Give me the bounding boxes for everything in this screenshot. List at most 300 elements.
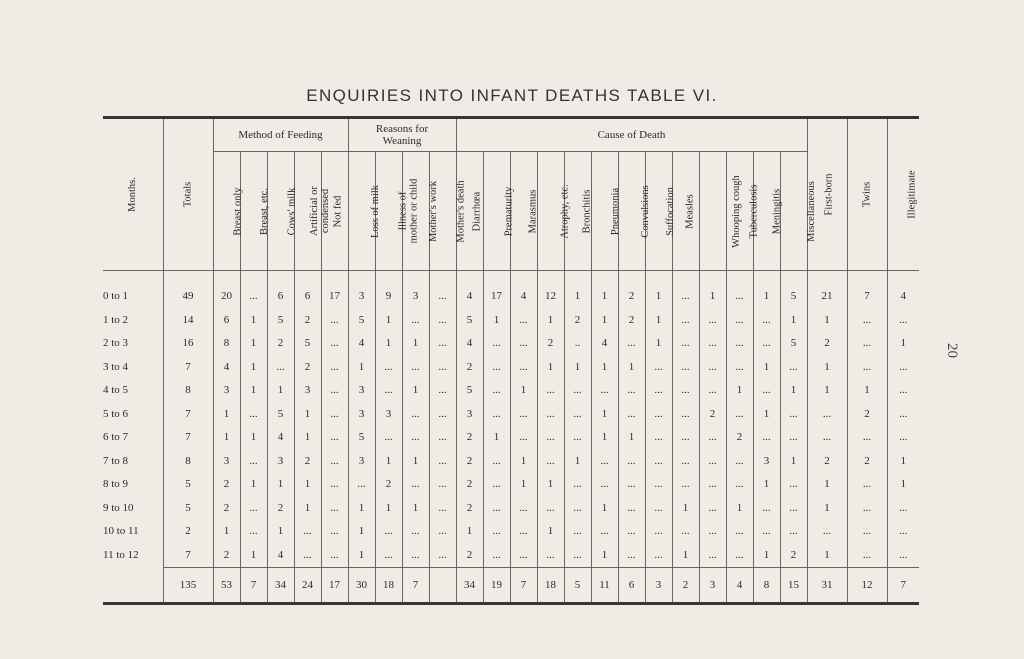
totals-cell: 12	[847, 567, 887, 603]
table-cell: 1	[402, 496, 429, 520]
table-cell: ...	[537, 402, 564, 426]
header-twins: Twins	[847, 119, 887, 270]
table-cell: 4	[267, 426, 294, 450]
table-cell: 3	[375, 402, 402, 426]
table-cell: 1	[807, 308, 847, 332]
row-month-label: 2 to 3	[103, 337, 129, 350]
table-cell: 3	[402, 285, 429, 309]
table-cell: ...	[483, 355, 510, 379]
table-cell: 3	[753, 449, 780, 473]
header-cause-9: Whooping cough	[699, 152, 726, 270]
table-cell: ...	[294, 543, 321, 567]
table-cell: 20	[213, 285, 240, 309]
row-total-cell: 8	[163, 379, 213, 403]
table-cell: ...	[537, 379, 564, 403]
table-cell: 1	[591, 543, 618, 567]
table-cell: ...	[510, 543, 537, 567]
table-cell: 2	[456, 473, 483, 497]
table-cell: 1	[240, 308, 267, 332]
table-cell: ...	[429, 426, 456, 450]
row-month-label: 8 to 9	[103, 478, 129, 491]
table-cell: 3	[348, 402, 375, 426]
table-cell: ...	[564, 520, 591, 544]
table-cell: ...	[483, 449, 510, 473]
table-cell: ...	[672, 520, 699, 544]
table-cell: ...	[240, 520, 267, 544]
table-cell: ...	[591, 520, 618, 544]
row-total-cell: 16	[163, 332, 213, 356]
table-cell: 2	[564, 308, 591, 332]
table-cell: ...	[402, 520, 429, 544]
table-cell: 1	[591, 355, 618, 379]
table-cell: 1	[807, 473, 847, 497]
table-cell: ...	[429, 496, 456, 520]
table-cell: 1	[591, 402, 618, 426]
table-cell: 7	[847, 285, 887, 309]
table-cell: ...	[483, 332, 510, 356]
table-cell: ...	[887, 355, 919, 379]
table-cell: ...	[321, 449, 348, 473]
table-cell: 1	[753, 402, 780, 426]
header-cause-6: Convulsions	[618, 152, 645, 270]
table-cell: 1	[510, 379, 537, 403]
table-cell: ...	[618, 473, 645, 497]
table-cell: ...	[847, 496, 887, 520]
table-cell: ...	[753, 496, 780, 520]
table-cell: 1	[807, 496, 847, 520]
table-cell: ...	[321, 379, 348, 403]
table-cell: ...	[402, 355, 429, 379]
table-cell: 1	[807, 379, 847, 403]
table-cell: ...	[429, 543, 456, 567]
table-cell: 1	[726, 379, 753, 403]
table-cell: 1	[240, 426, 267, 450]
table-cell: ...	[429, 308, 456, 332]
table-cell: 2	[699, 402, 726, 426]
table-cell: ...	[564, 402, 591, 426]
header-cause-5: Pneumonia	[591, 152, 618, 270]
totals-row	[103, 567, 919, 603]
table-cell: 1	[753, 543, 780, 567]
table-cell: 1	[887, 473, 919, 497]
table-cell: ...	[847, 332, 887, 356]
table-cell: ...	[537, 426, 564, 450]
table-cell: 2	[375, 473, 402, 497]
table-cell: ...	[672, 449, 699, 473]
table-cell: 4	[591, 332, 618, 356]
totals-cell: 2	[672, 567, 699, 603]
table-cell: ...	[887, 379, 919, 403]
table-cell: 17	[321, 285, 348, 309]
table-cell: 3	[267, 449, 294, 473]
table-cell: 2	[807, 449, 847, 473]
row-month-label: 11 to 12	[103, 549, 139, 561]
table-cell: 4	[887, 285, 919, 309]
table-cell: ...	[847, 426, 887, 450]
table-cell: ...	[537, 449, 564, 473]
table-cell: ...	[672, 355, 699, 379]
table-row	[103, 449, 919, 473]
table-cell: 2	[456, 355, 483, 379]
table-cell: ...	[699, 496, 726, 520]
table-cell: ...	[510, 496, 537, 520]
table-cell: 1	[348, 520, 375, 544]
table-cell: ...	[780, 496, 807, 520]
table-cell: 1	[294, 402, 321, 426]
table-cell: ...	[402, 308, 429, 332]
infant-deaths-table	[103, 116, 919, 605]
table-cell: 1	[887, 449, 919, 473]
table-cell: ...	[321, 355, 348, 379]
table-cell: 1	[807, 543, 847, 567]
table-cell: 1	[780, 379, 807, 403]
table-cell: 3	[456, 402, 483, 426]
table-cell: ...	[887, 426, 919, 450]
table-row	[103, 402, 919, 426]
table-cell: ...	[645, 379, 672, 403]
table-cell: 2	[213, 543, 240, 567]
table-row	[103, 285, 919, 309]
table-cell: 17	[483, 285, 510, 309]
table-cell: 1	[537, 473, 564, 497]
row-month-label: 3 to 4	[103, 360, 129, 373]
table-cell: ...	[780, 520, 807, 544]
table-cell: ...	[483, 379, 510, 403]
totals-cell: 3	[645, 567, 672, 603]
table-cell: ...	[483, 520, 510, 544]
table-cell: ...	[240, 402, 267, 426]
table-cell: 1	[348, 355, 375, 379]
totals-cell: 3	[699, 567, 726, 603]
table-cell: 3	[348, 379, 375, 403]
table-cell: ...	[375, 355, 402, 379]
table-cell: ...	[699, 332, 726, 356]
table-cell: ...	[429, 285, 456, 309]
table-row	[103, 308, 919, 332]
table-cell: 1	[294, 496, 321, 520]
table-cell: 1	[483, 308, 510, 332]
table-cell: ...	[402, 543, 429, 567]
table-cell: 6	[213, 308, 240, 332]
table-cell: 2	[213, 473, 240, 497]
table-row	[103, 473, 919, 497]
table-cell: ...	[672, 379, 699, 403]
header-group-weaning: Reasons for Weaning	[348, 119, 456, 152]
table-cell: ...	[510, 520, 537, 544]
table-cell: 4	[456, 285, 483, 309]
table-cell: ...	[807, 426, 847, 450]
table-cell: 1	[591, 285, 618, 309]
table-cell: ...	[645, 543, 672, 567]
table-cell: 9	[375, 285, 402, 309]
table-cell: 1	[672, 543, 699, 567]
table-cell: ...	[672, 426, 699, 450]
table-cell: 2	[294, 308, 321, 332]
table-cell: 1	[537, 520, 564, 544]
table-cell: ...	[375, 379, 402, 403]
table-cell: 5	[348, 308, 375, 332]
table-cell: ...	[483, 402, 510, 426]
table-cell: ...	[591, 473, 618, 497]
table-cell: ...	[321, 543, 348, 567]
table-cell: ...	[402, 402, 429, 426]
table-cell: ...	[847, 308, 887, 332]
totals-cell: 8	[753, 567, 780, 603]
table-cell: ...	[753, 520, 780, 544]
table-cell: 1	[240, 543, 267, 567]
table-cell: 1	[564, 285, 591, 309]
table-cell: 4	[510, 285, 537, 309]
table-cell: ...	[618, 543, 645, 567]
table-cell: 5	[780, 332, 807, 356]
row-month-label: 10 to 11	[103, 525, 139, 538]
table-cell: ...	[847, 520, 887, 544]
table-cell: ...	[645, 402, 672, 426]
table-cell: ...	[240, 285, 267, 309]
totals-cell: 135	[163, 567, 213, 603]
header-weaning-0: Loss of milk	[348, 152, 375, 270]
table-cell: 21	[807, 285, 847, 309]
table-cell: ...	[510, 402, 537, 426]
totals-cell: 6	[618, 567, 645, 603]
totals-cell: 53	[213, 567, 240, 603]
table-cell: ...	[780, 473, 807, 497]
table-cell: ...	[429, 520, 456, 544]
row-total-cell: 7	[163, 402, 213, 426]
totals-cell: 19	[483, 567, 510, 603]
table-cell: 1	[564, 355, 591, 379]
totals-cell: 34	[267, 567, 294, 603]
header-first-born: First-born	[807, 119, 847, 270]
totals-cell: 17	[321, 567, 348, 603]
header-weaning-1: Illness of mother or child	[375, 152, 402, 270]
row-total-cell: 7	[163, 543, 213, 567]
table-cell: ...	[321, 520, 348, 544]
table-cell: 2	[847, 449, 887, 473]
header-cause-2: Marasmus	[510, 152, 537, 270]
table-cell: ...	[887, 308, 919, 332]
header-group-cause: Cause of Death	[456, 119, 807, 152]
table-cell: ...	[618, 379, 645, 403]
table-cell: ...	[294, 520, 321, 544]
table-cell: 1	[645, 332, 672, 356]
table-cell: 1	[213, 520, 240, 544]
table-cell: 5	[348, 426, 375, 450]
row-month-label: 1 to 2	[103, 313, 129, 326]
header-cause-3: Atrophy, etc.	[537, 152, 564, 270]
table-cell: 1	[375, 449, 402, 473]
totals-cell: 34	[456, 567, 483, 603]
table-cell: ...	[699, 355, 726, 379]
table-cell: 1	[780, 449, 807, 473]
row-month-label: 0 to 1	[103, 290, 129, 303]
table-cell: 1	[240, 332, 267, 356]
row-total-cell: 5	[163, 473, 213, 497]
table-cell: 2	[456, 543, 483, 567]
table-cell: 1	[847, 379, 887, 403]
table-cell: 1	[240, 473, 267, 497]
totals-cell: 11	[591, 567, 618, 603]
table-cell: 2	[780, 543, 807, 567]
table-cell: 2	[267, 496, 294, 520]
table-cell: ...	[726, 332, 753, 356]
table-cell: ...	[321, 332, 348, 356]
table-cell: 3	[294, 379, 321, 403]
table-cell: ...	[483, 543, 510, 567]
table-row	[103, 520, 919, 544]
totals-cell: 7	[240, 567, 267, 603]
table-cell: 2	[456, 496, 483, 520]
table-cell: ...	[780, 402, 807, 426]
table-cell: ...	[537, 496, 564, 520]
table-cell: ...	[887, 496, 919, 520]
totals-cell: 7	[402, 567, 429, 603]
table-cell: 1	[753, 473, 780, 497]
totals-cell: 4	[726, 567, 753, 603]
header-weaning-2: Mother's work	[402, 152, 429, 270]
table-cell: ...	[726, 285, 753, 309]
table-cell: 5	[456, 379, 483, 403]
table-cell: 1	[294, 473, 321, 497]
table-cell: 2	[807, 332, 847, 356]
table-cell: 1	[213, 402, 240, 426]
table-cell: ...	[887, 402, 919, 426]
row-month-label: 6 to 7	[103, 431, 129, 444]
table-cell: ...	[375, 543, 402, 567]
table-cell: ...	[618, 520, 645, 544]
table-cell: ...	[645, 449, 672, 473]
header-feeding-4: Not fed	[321, 152, 348, 270]
table-row	[103, 496, 919, 520]
table-cell: 1	[213, 426, 240, 450]
header-group-feeding: Method of Feeding	[213, 119, 348, 152]
table-cell: 1	[456, 520, 483, 544]
table-cell: ...	[726, 308, 753, 332]
table-cell: ...	[618, 332, 645, 356]
page-number: 20	[944, 343, 960, 358]
table-cell: ...	[429, 355, 456, 379]
header-cause-7: Suffocation	[645, 152, 672, 270]
table-cell: ...	[753, 308, 780, 332]
table-cell: 2	[618, 308, 645, 332]
table-cell: ...	[375, 426, 402, 450]
table-cell: 2	[294, 355, 321, 379]
table-cell: ...	[645, 355, 672, 379]
table-cell: 1	[591, 426, 618, 450]
header-cause-12: Miscellaneous	[780, 152, 807, 270]
page-title: ENQUIRIES INTO INFANT DEATHS TABLE VI.	[306, 86, 718, 105]
table-cell: 2	[537, 332, 564, 356]
table-cell: ...	[429, 332, 456, 356]
table-cell: 4	[348, 332, 375, 356]
table-cell: ...	[672, 473, 699, 497]
table-cell: ...	[726, 473, 753, 497]
table-cell: 1	[483, 426, 510, 450]
row-total-cell: 7	[163, 355, 213, 379]
header-cause-10: Tuberculosis	[726, 152, 753, 270]
table-cell: ...	[847, 355, 887, 379]
table-cell: ...	[753, 332, 780, 356]
table-cell: ...	[321, 308, 348, 332]
table-cell: ...	[564, 496, 591, 520]
table-cell: ...	[510, 308, 537, 332]
table-cell: ...	[510, 426, 537, 450]
table-cell: ...	[672, 332, 699, 356]
header-cause-8: Measles	[672, 152, 699, 270]
table-cell: ...	[483, 496, 510, 520]
table-cell: ...	[618, 402, 645, 426]
table-cell: ...	[321, 402, 348, 426]
table-cell: ...	[645, 426, 672, 450]
table-cell: 3	[213, 379, 240, 403]
table-cell: 4	[456, 332, 483, 356]
table-cell: ...	[699, 379, 726, 403]
header-cause-4: Bronchitis	[564, 152, 591, 270]
table-cell: 1	[375, 496, 402, 520]
table-cell: 2	[618, 285, 645, 309]
table-cell: ...	[510, 332, 537, 356]
table-cell: ...	[847, 543, 887, 567]
table-cell: ...	[699, 308, 726, 332]
table-cell: 1	[402, 332, 429, 356]
header-illegitimate: Illegitimate	[887, 119, 919, 270]
row-total-cell: 49	[163, 285, 213, 309]
table-cell: ...	[429, 379, 456, 403]
table-row	[103, 355, 919, 379]
table-cell: ...	[591, 449, 618, 473]
table-cell: ...	[564, 543, 591, 567]
table-cell: ...	[780, 355, 807, 379]
table-cell: 12	[537, 285, 564, 309]
table-cell: 2	[456, 449, 483, 473]
table-cell: ...	[726, 402, 753, 426]
table-cell: 2	[726, 426, 753, 450]
table-cell: ...	[321, 496, 348, 520]
table-cell: 1	[402, 379, 429, 403]
table-cell: ...	[402, 473, 429, 497]
table-cell: 1	[753, 355, 780, 379]
table-cell: 1	[780, 308, 807, 332]
table-cell: 3	[213, 449, 240, 473]
table-cell: 1	[618, 426, 645, 450]
table-cell: ...	[753, 426, 780, 450]
table-cell: 2	[847, 402, 887, 426]
table-cell: ...	[267, 355, 294, 379]
header-feeding-3: Artificial or condensed	[294, 152, 321, 270]
table-cell: ...	[240, 449, 267, 473]
row-month-label: 9 to 10	[103, 501, 134, 514]
table-cell: ...	[672, 402, 699, 426]
table-cell: ...	[672, 285, 699, 309]
table-cell: ...	[726, 355, 753, 379]
totals-cell: 18	[537, 567, 564, 603]
table-cell: 1	[537, 308, 564, 332]
table-cell: ...	[321, 426, 348, 450]
totals-cell: 7	[887, 567, 919, 603]
table-cell: 5	[780, 285, 807, 309]
table-cell: 1	[537, 355, 564, 379]
table-cell: ...	[564, 473, 591, 497]
table-cell: 1	[267, 379, 294, 403]
table-cell: 8	[213, 332, 240, 356]
table-cell: ...	[672, 308, 699, 332]
table-cell: 5	[294, 332, 321, 356]
table-cell: ...	[699, 449, 726, 473]
table-cell: 1	[618, 355, 645, 379]
table-cell: 1	[645, 285, 672, 309]
table-cell: 1	[645, 308, 672, 332]
totals-cell	[429, 567, 456, 603]
